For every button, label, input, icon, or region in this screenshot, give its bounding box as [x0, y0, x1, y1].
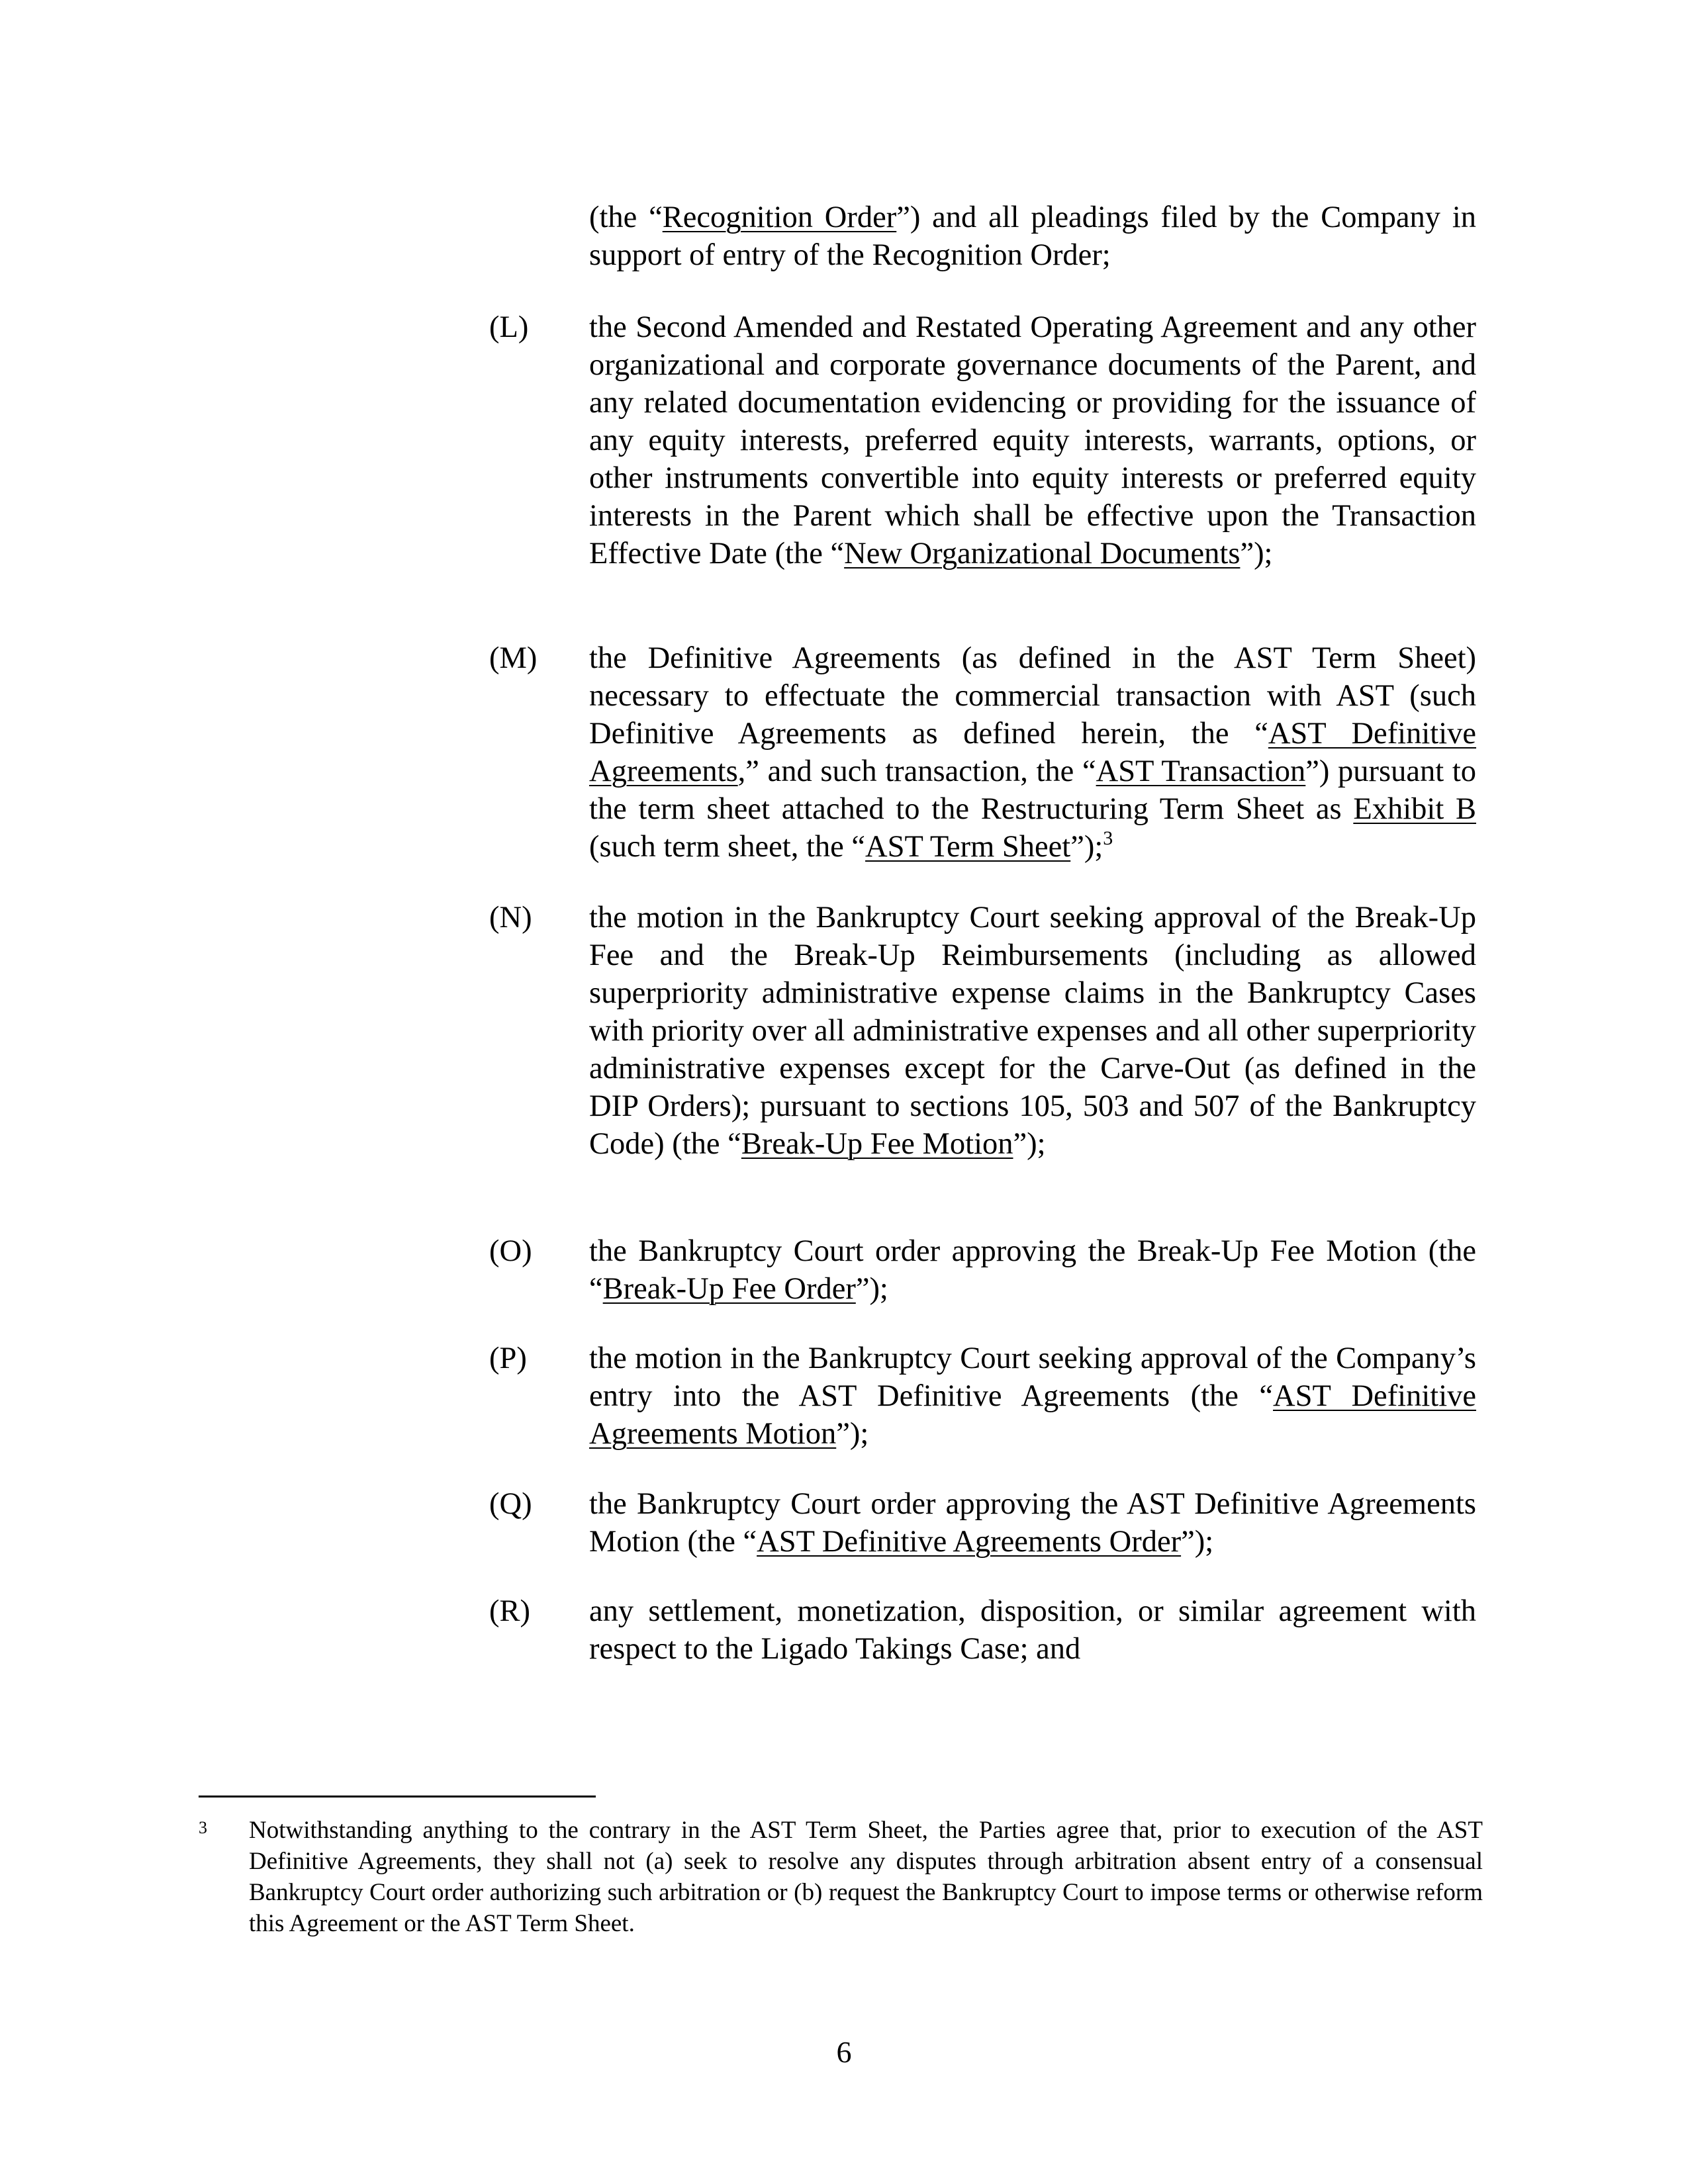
text-run: ”);	[855, 1272, 888, 1306]
footnote-text: Notwithstanding anything to the contrary in the AST Term Sheet, the Parties agree that, prior to execution of the AST Definitive Agreements, they shall not (a) seek to resolve any disputes through arbitration absent entry of a consensual Bankruptcy Court order authorizing such arbitration or (b) request the Bankruptcy Court to impose terms or otherwise reform this Agreement or the AST Term Sheet.	[249, 1817, 1483, 1937]
text-run: ”);	[1070, 830, 1103, 864]
item-label: (L)	[489, 310, 529, 344]
item-text	[589, 1485, 1476, 1561]
item-label: (M)	[489, 641, 538, 675]
text-run: ”);	[1240, 537, 1273, 570]
item-text	[589, 1232, 1476, 1308]
item-label: (N)	[489, 901, 532, 934]
text-run: the motion in the Bankruptcy Court seeking approval of the Company’s entry into the AST Definitive Agreements (the “	[589, 1342, 1476, 1413]
exhibit-reference: Exhibit B	[1353, 792, 1476, 826]
defined-term: AST Definitive Agreements	[589, 717, 1477, 788]
text-run: the Second Amended and Restated Operating Agreement and any other organizational and corporate governance documents of the Parent, and any related documentation evidencing or providing for the issuance of any equity interests, preferred equity interests, warrants, options, or other instruments convertible into equity interests or preferred equity interests in the Parent which shall be effective upon the Transaction Effective Date (the “	[589, 310, 1476, 570]
defined-term: AST Term Sheet	[865, 830, 1071, 864]
page-number: 6	[836, 2035, 852, 2069]
defined-term: AST Transaction	[1096, 754, 1306, 788]
text-run: ”);	[1181, 1525, 1214, 1559]
defined-term: Recognition Order	[662, 201, 897, 234]
item-text	[589, 899, 1476, 1163]
item-text: any settlement, monetization, disposition, or similar agreement with respect to the Ligado Takings Case; and	[589, 1594, 1476, 1666]
item-label: (P)	[489, 1342, 527, 1375]
item-label: (Q)	[489, 1487, 532, 1521]
item-text	[589, 308, 1476, 572]
text-run: ”);	[1013, 1127, 1046, 1161]
footnote-reference[interactable]: 3	[1103, 827, 1113, 849]
defined-term: AST Definitive Agreements Order	[757, 1525, 1182, 1559]
text-run: ,” and such transaction, the “	[737, 754, 1096, 788]
text-run: the Bankruptcy Court order approving the AST Definitive Agreements Motion (the “	[589, 1487, 1476, 1559]
text-run: ”) pursuant to the term sheet attached to the Restructuring Term Sheet as	[589, 754, 1476, 826]
item-label: (O)	[489, 1234, 532, 1268]
item-label: (R)	[489, 1594, 530, 1628]
text-run: (such term sheet, the “	[589, 830, 866, 864]
text-run: ”) and all pleadings filed by the Company in support of entry of the Recognition Order;	[589, 201, 1476, 272]
item-text	[589, 1340, 1476, 1453]
footnote-separator	[199, 1796, 596, 1797]
text-run: the Definitive Agreements (as defined in the AST Term Sheet) necessary to effectuate the commercial transaction with AST (such Definitive Agreements as defined herein, the “	[589, 641, 1476, 751]
footnote-mark: 3	[199, 1818, 207, 1837]
defined-term: AST Definitive Agreements Motion	[589, 1379, 1476, 1451]
defined-term: New Organizational Documents	[844, 537, 1241, 570]
text-run: (the “	[589, 201, 663, 234]
defined-term: Break-Up Fee Order	[602, 1272, 856, 1306]
item-text	[589, 639, 1476, 866]
text-run: the motion in the Bankruptcy Court seeking approval of the Break-Up Fee and the Break-Up Reimbursements (including as allowed superpriority administrative expense claims in the Bankruptcy Cases with priority over all administrative expenses and all other superpriority administrative expenses except for the Carve-Out (as defined in the DIP Orders); pursuant to sections 105, 503 and 507 of the Bankruptcy Code) (the “	[589, 901, 1476, 1161]
defined-term: Break-Up Fee Motion	[741, 1127, 1013, 1161]
continuation-paragraph	[589, 199, 1476, 274]
text-run: ”);	[836, 1417, 869, 1451]
text-run: the Bankruptcy Court order approving the Break-Up Fee Motion (the “	[589, 1234, 1476, 1306]
